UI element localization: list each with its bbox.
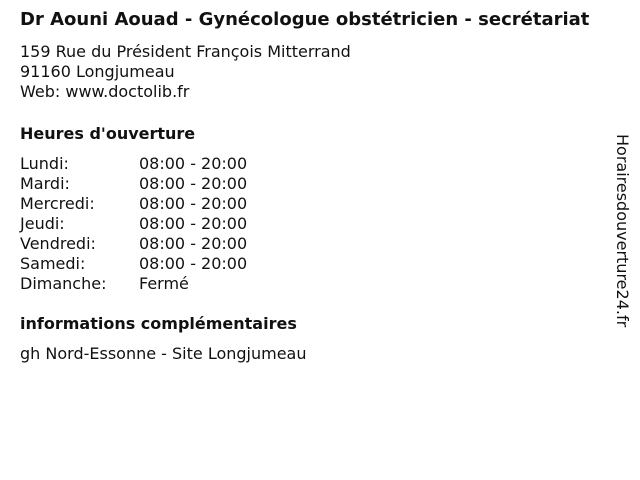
day-label: Jeudi: <box>20 214 65 233</box>
info-heading: informations complémentaires <box>20 314 297 333</box>
day-label: Dimanche: <box>20 274 107 293</box>
time-value: Fermé <box>139 274 189 293</box>
hours-row-jeudi <box>20 214 602 234</box>
hours-row-lundi <box>20 154 602 174</box>
time-value: 08:00 - 20:00 <box>139 194 248 213</box>
city-postcode: 91160 Longjumeau <box>20 62 175 81</box>
time-value: 08:00 - 20:00 <box>139 254 248 273</box>
hours-heading: Heures d'ouverture <box>20 124 196 143</box>
time-value: 08:00 - 20:00 <box>139 214 248 233</box>
day-label: Lundi: <box>20 154 69 173</box>
website-link[interactable]: Web: www.doctolib.fr <box>20 82 190 101</box>
street-address: 159 Rue du Président François Mitterrand <box>20 42 351 61</box>
business-card <box>20 10 602 364</box>
info-text: gh Nord-Essonne - Site Longjumeau <box>20 344 307 363</box>
hours-row-dimanche <box>20 274 602 294</box>
address-block <box>20 42 602 102</box>
hours-row-vendredi <box>20 234 602 254</box>
hours-row-samedi <box>20 254 602 274</box>
day-label: Vendredi: <box>20 234 96 253</box>
day-label: Mercredi: <box>20 194 95 213</box>
site-watermark: Horairesdouverture24.fr <box>613 134 632 328</box>
time-value: 08:00 - 20:00 <box>139 174 248 193</box>
time-value: 08:00 - 20:00 <box>139 154 248 173</box>
hours-row-mercredi <box>20 194 602 214</box>
day-label: Mardi: <box>20 174 70 193</box>
page-title: Dr Aouni Aouad - Gynécologue obstétricien - secrétariat <box>20 9 590 30</box>
hours-table <box>20 154 602 294</box>
time-value: 08:00 - 20:00 <box>139 234 248 253</box>
hours-row-mardi <box>20 174 602 194</box>
day-label: Samedi: <box>20 254 86 273</box>
